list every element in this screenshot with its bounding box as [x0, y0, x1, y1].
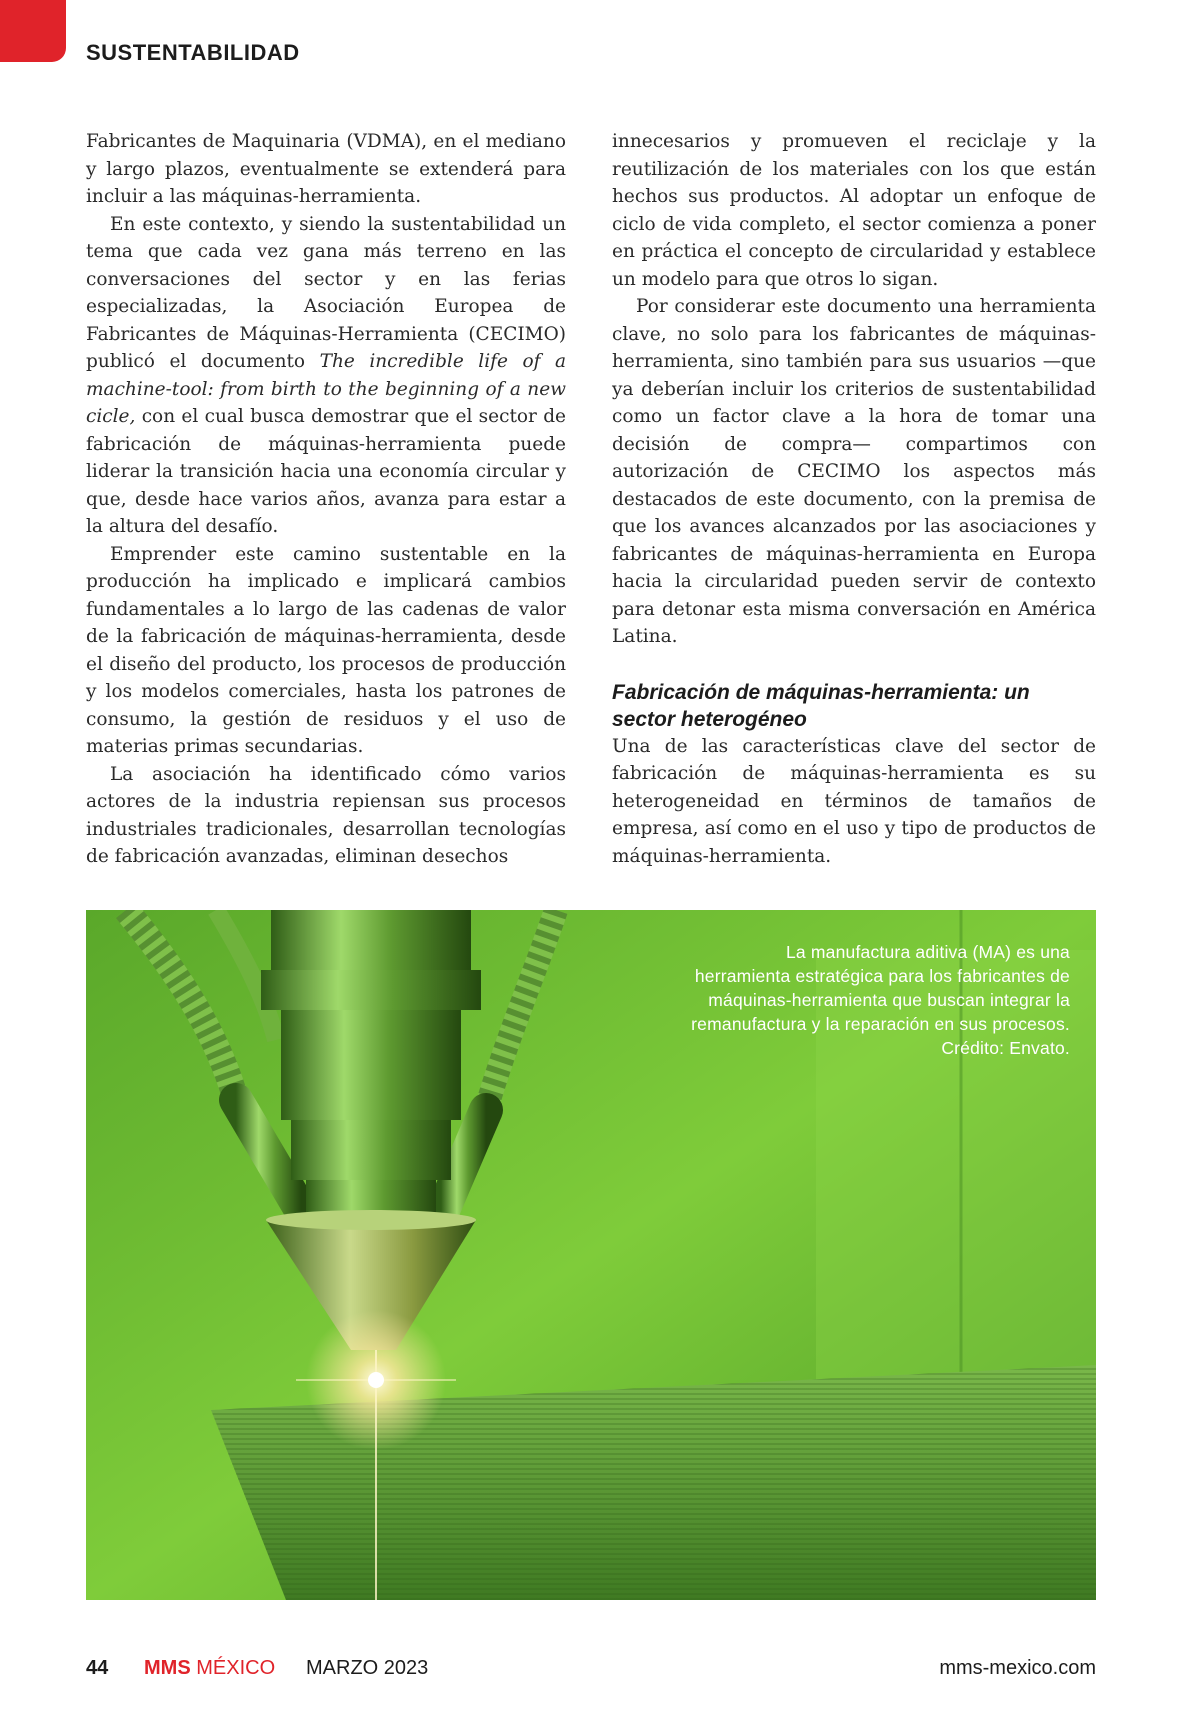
paragraph: innecesarios y promueven el reciclaje y la reutilización de los materiales con los que están hechos sus productos. Al adoptar un enfoque de ciclo de vida completo, el sector comienza a poner en práctica el concepto de circularidad y establece un modelo para que otros lo sigan. — [612, 131, 1096, 290]
section-subheading: Fabricación de máquinas-herramienta: un sector heterogéneo — [612, 680, 1030, 731]
paragraph: Fabricantes de Maquinaria (VDMA), en el mediano y largo plazos, eventualmente se extenderá para incluir a las máquinas-herramienta. — [86, 131, 566, 207]
page-footer — [86, 1657, 1096, 1687]
issue-date: MARZO 2023 — [306, 1657, 429, 1679]
section-label: SUSTENTABILIDAD — [86, 40, 300, 65]
caption-text: La manufactura aditiva (MA) es una herramienta estratégica para los fabricantes de máquinas-herramienta que buscan integrar la remanufactura y la reparación en sus procesos. — [691, 942, 1070, 1034]
paragraph: Emprender este camino sustentable en la producción ha implicado e implicará cambios fundamentales a lo largo de las cadenas de valor de la fabricación de máquinas-herramienta, desde el diseño del producto, los procesos de producción y los modelos comerciales, hasta los patrones de consumo, la gestión de residuos y el uso de materias primas secundarias. — [86, 543, 566, 757]
article-photo — [86, 910, 1096, 1600]
paragraph: Una de las características clave del sector de fabricación de máquinas-herramienta es su heterogeneidad en términos de tamaños de empresa, así como en el uso y tipo de productos de máquinas-herramienta. — [612, 735, 1096, 867]
article-right-column — [612, 128, 1096, 870]
paragraph: La asociación ha identificado cómo varios actores de la industria repiensan sus procesos industriales tradicionales, desarrollan tecnologías de fabricación avanzadas, eliminan desechos — [86, 763, 566, 867]
paragraph-text: con el cual busca demostrar que el sector de fabricación de máquinas-herramienta puede liderar la transición hacia una economía circular y que, desde hace varios años, avanza para estar a la altura del desafío. — [86, 406, 566, 537]
section-color-tab — [0, 0, 66, 62]
document-title: The incredible life of a machine-tool: from birth to the beginning of a new cicle, — [86, 351, 566, 427]
magazine-brand — [144, 1657, 275, 1680]
photo-credit: Crédito: Envato. — [941, 1038, 1070, 1058]
brand-bold: MMS — [144, 1657, 191, 1679]
article-left-column — [86, 128, 566, 871]
paragraph — [86, 211, 566, 541]
photo-caption — [690, 940, 1070, 1060]
page-number: 44 — [86, 1657, 109, 1679]
paragraph-text: En este contexto, y siendo la sustentabilidad un tema que cada vez gana más terreno en las conversaciones del sector y en las ferias especializadas, la Asociación Europea de Fabricantes de Máquinas-Herramienta (CECIMO) publicó el documento — [86, 213, 566, 372]
paragraph: Por considerar este documento una herramienta clave, no solo para los fabricantes de máquinas-herramienta, sino también para sus usuarios —que ya deberían incluir los criterios de sustentabilidad como un factor clave a la hora de tomar una decisión de compra— compartimos con autorización de CECIMO los aspectos más destacados de este documento, con la premisa de que los avances alcanzados por las asociaciones y fabricantes de máquinas-herramienta en Europa hacia la circularidad pueden servir de contexto para detonar esta misma conversación en América Latina. — [612, 296, 1096, 647]
website-url[interactable]: mms-mexico.com — [939, 1657, 1096, 1679]
brand-rest: MÉXICO — [190, 1657, 276, 1679]
